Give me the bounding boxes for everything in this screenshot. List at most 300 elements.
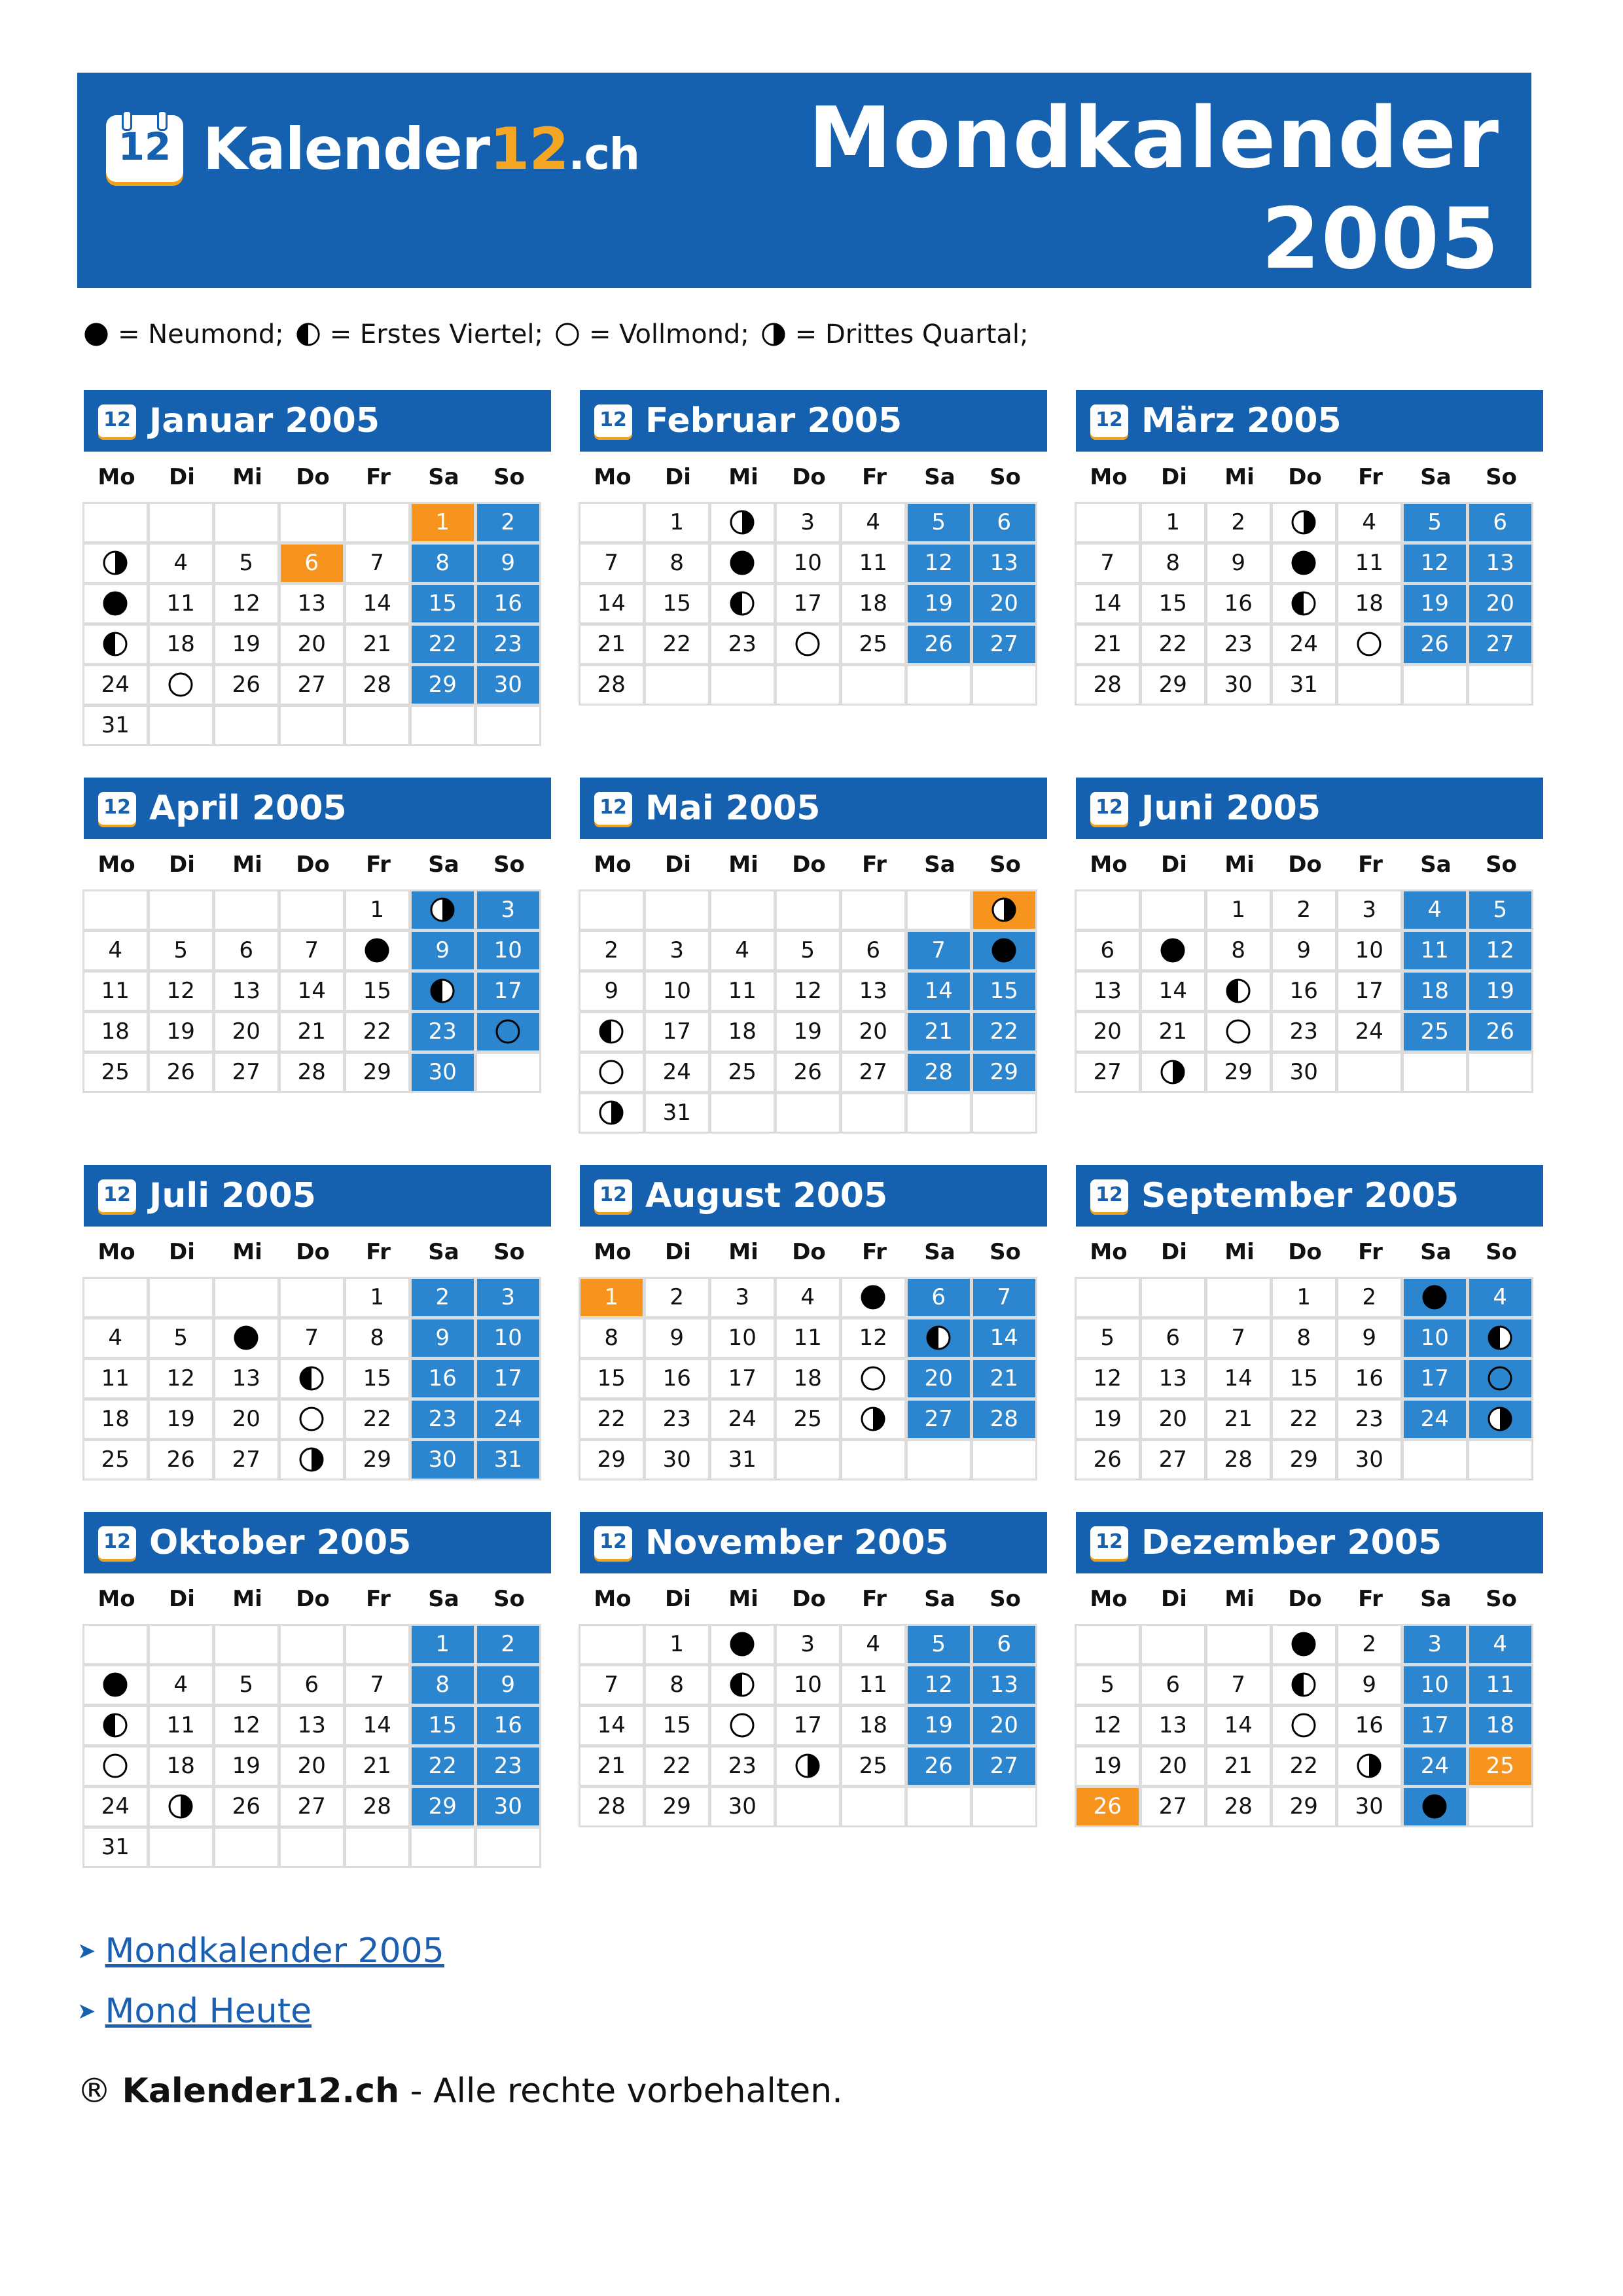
weekday-label: Sa	[1420, 852, 1452, 878]
day-cell: 14	[906, 971, 972, 1013]
empty-cell	[1336, 664, 1403, 706]
weekday-header-row	[84, 1227, 551, 1278]
day-cell: 2	[475, 502, 542, 544]
month-title: Oktober 2005	[149, 1523, 412, 1562]
day-cell: 1	[344, 1277, 411, 1319]
link-mondkalender-2005[interactable]: Mondkalender 2005	[105, 1931, 444, 1971]
arrow-icon: ➤	[77, 1998, 96, 2024]
day-cell: 17	[644, 1011, 711, 1053]
day-cell: 24	[709, 1399, 776, 1441]
first-quarter-icon	[102, 1712, 128, 1738]
empty-cell	[344, 1624, 411, 1666]
day-cell: 14	[1075, 583, 1141, 625]
month-header	[1076, 778, 1543, 839]
day-cell: 30	[475, 664, 542, 706]
weekday-label: Di	[1161, 1586, 1187, 1612]
day-cell: 12	[906, 1664, 972, 1706]
calendar-icon: 12	[98, 1526, 136, 1559]
day-cell: 13	[1467, 543, 1534, 584]
weekday-label: Mo	[98, 1586, 135, 1612]
day-cell: 14	[579, 583, 645, 625]
weekday-label: Do	[296, 1239, 330, 1265]
day-cell	[148, 664, 215, 706]
day-cell: 5	[1075, 1664, 1141, 1706]
day-cell: 17	[1402, 1705, 1469, 1747]
weekday-label: Mo	[594, 1586, 632, 1612]
last-quarter-icon	[298, 1446, 325, 1473]
weekday-label: Mi	[1224, 464, 1255, 490]
day-cell: 4	[1336, 502, 1403, 544]
day-cell: 25	[1402, 1011, 1469, 1053]
weekday-label: Fr	[1358, 1239, 1383, 1265]
first-quarter-icon	[1225, 978, 1251, 1004]
weekday-label: Do	[296, 852, 330, 878]
day-cell: 29	[1205, 1052, 1272, 1094]
empty-cell	[279, 705, 346, 747]
day-grid	[1075, 890, 1543, 1093]
day-cell: 12	[1075, 1358, 1141, 1400]
empty-cell	[1140, 889, 1207, 931]
day-cell: 26	[906, 624, 972, 666]
day-cell	[1205, 1011, 1272, 1053]
last-quarter-icon	[1291, 509, 1317, 535]
day-cell: 4	[840, 502, 907, 544]
day-cell: 18	[1336, 583, 1403, 625]
day-cell: 1	[410, 502, 476, 544]
new-moon-icon	[729, 550, 755, 576]
day-cell: 17	[475, 971, 542, 1013]
day-cell: 14	[579, 1705, 645, 1747]
day-cell: 11	[1402, 930, 1469, 972]
day-cell: 5	[906, 502, 972, 544]
day-cell: 13	[971, 543, 1038, 584]
weekday-label: Sa	[924, 1239, 955, 1265]
day-cell	[410, 971, 476, 1013]
weekday-label: Di	[169, 1586, 195, 1612]
day-cell: 12	[840, 1318, 907, 1359]
day-cell: 9	[475, 543, 542, 584]
weekday-label: Di	[665, 852, 691, 878]
first-quarter-icon	[429, 978, 455, 1004]
weekday-label: Mo	[1090, 1239, 1128, 1265]
day-cell	[709, 1664, 776, 1706]
first-quarter-icon	[729, 590, 755, 617]
day-cell: 26	[213, 664, 280, 706]
day-cell: 26	[148, 1052, 215, 1094]
empty-cell	[644, 889, 711, 931]
day-cell: 13	[971, 1664, 1038, 1706]
day-cell: 21	[344, 624, 411, 666]
day-cell: 24	[475, 1399, 542, 1441]
day-cell: 29	[1271, 1439, 1338, 1481]
day-cell: 31	[644, 1092, 711, 1134]
month-header	[1076, 1512, 1543, 1573]
weekday-label: So	[1486, 1586, 1517, 1612]
day-cell: 6	[840, 930, 907, 972]
day-cell: 2	[410, 1277, 476, 1319]
link-item	[77, 1921, 444, 1981]
weekday-label: Fr	[862, 1586, 887, 1612]
day-cell: 17	[709, 1358, 776, 1400]
day-cell: 7	[579, 543, 645, 584]
day-cell: 11	[148, 1705, 215, 1747]
full-moon-icon	[298, 1406, 325, 1432]
day-cell: 27	[1140, 1786, 1207, 1828]
weekday-label: Mo	[98, 852, 135, 878]
day-cell: 15	[344, 1358, 411, 1400]
weekday-label: Fr	[1358, 464, 1383, 490]
empty-cell	[148, 1624, 215, 1666]
day-cell: 19	[148, 1399, 215, 1441]
empty-cell	[840, 1786, 907, 1828]
weekday-label: Mi	[1224, 1586, 1255, 1612]
new-moon-icon	[102, 1672, 128, 1698]
day-cell: 19	[1402, 583, 1469, 625]
day-cell	[344, 930, 411, 972]
day-cell	[1271, 583, 1338, 625]
day-cell: 26	[1402, 624, 1469, 666]
new-moon-icon	[729, 1631, 755, 1657]
day-cell: 21	[279, 1011, 346, 1053]
empty-cell	[709, 1092, 776, 1134]
day-cell: 25	[840, 1746, 907, 1787]
weekday-header-row	[1076, 839, 1543, 890]
new-moon-icon	[84, 322, 109, 347]
legend-label: = Neumond;	[118, 319, 284, 350]
day-grid	[579, 1278, 1047, 1480]
weekday-label: Sa	[1420, 1586, 1452, 1612]
day-cell: 19	[906, 1705, 972, 1747]
day-cell	[840, 1277, 907, 1319]
day-cell: 30	[644, 1439, 711, 1481]
month-calendar	[84, 390, 551, 746]
day-cell: 16	[1271, 971, 1338, 1013]
day-cell	[971, 930, 1038, 972]
empty-cell	[82, 889, 149, 931]
day-cell: 25	[840, 624, 907, 666]
day-cell	[1271, 543, 1338, 584]
empty-cell	[410, 1827, 476, 1869]
day-cell: 1	[644, 1624, 711, 1666]
day-cell: 31	[709, 1439, 776, 1481]
day-cell: 1	[1271, 1277, 1338, 1319]
last-quarter-icon	[729, 509, 755, 535]
day-cell: 22	[1271, 1399, 1338, 1441]
weekday-label: So	[1486, 1239, 1517, 1265]
month-calendar	[580, 1165, 1047, 1480]
day-cell: 23	[1205, 624, 1272, 666]
footer-brand: Kalender12.ch	[122, 2072, 400, 2111]
day-cell: 24	[82, 1786, 149, 1828]
day-cell: 23	[410, 1011, 476, 1053]
day-cell: 11	[82, 1358, 149, 1400]
weekday-header-row	[84, 452, 551, 503]
day-cell: 16	[410, 1358, 476, 1400]
weekday-label: Di	[665, 1586, 691, 1612]
last-quarter-icon	[1487, 1406, 1513, 1432]
weekday-label: Do	[1288, 1586, 1322, 1612]
day-cell: 5	[906, 1624, 972, 1666]
month-calendar	[580, 778, 1047, 1134]
empty-cell	[1075, 1277, 1141, 1319]
day-cell: 28	[344, 1786, 411, 1828]
day-cell: 5	[213, 543, 280, 584]
day-cell: 24	[82, 664, 149, 706]
new-moon-icon	[860, 1284, 886, 1310]
day-cell	[1271, 1624, 1338, 1666]
day-cell: 16	[1336, 1705, 1403, 1747]
day-cell: 13	[213, 971, 280, 1013]
day-cell: 16	[1205, 583, 1272, 625]
day-cell: 9	[475, 1664, 542, 1706]
day-cell: 29	[1140, 664, 1207, 706]
day-cell: 7	[344, 1664, 411, 1706]
weekday-label: Mi	[728, 852, 758, 878]
last-quarter-icon	[991, 897, 1017, 923]
day-cell: 30	[709, 1786, 776, 1828]
day-cell: 4	[1467, 1624, 1534, 1666]
empty-cell	[709, 889, 776, 931]
weekday-label: Fr	[366, 1239, 391, 1265]
day-cell: 9	[644, 1318, 711, 1359]
day-cell: 14	[1205, 1358, 1272, 1400]
empty-cell	[475, 1827, 542, 1869]
day-cell: 3	[475, 889, 542, 931]
day-cell: 22	[1140, 624, 1207, 666]
title-line-1: Mondkalender	[808, 90, 1500, 187]
day-cell: 31	[1271, 664, 1338, 706]
day-grid	[1075, 503, 1543, 706]
day-grid	[83, 1278, 551, 1480]
first-quarter-icon	[925, 1325, 952, 1351]
link-item	[77, 1981, 444, 2041]
day-cell: 24	[644, 1052, 711, 1094]
weekday-header-row	[580, 1573, 1047, 1624]
month-calendar	[84, 778, 551, 1093]
day-cell: 7	[579, 1664, 645, 1706]
day-cell: 21	[579, 624, 645, 666]
day-cell: 7	[279, 1318, 346, 1359]
weekday-label: Mi	[728, 1586, 758, 1612]
full-moon-icon	[555, 322, 580, 347]
day-cell: 13	[1140, 1705, 1207, 1747]
day-cell	[82, 624, 149, 666]
empty-cell	[971, 1786, 1038, 1828]
day-cell	[213, 1318, 280, 1359]
day-cell: 7	[344, 543, 411, 584]
day-cell: 27	[971, 624, 1038, 666]
empty-cell	[775, 1786, 842, 1828]
day-cell: 22	[1271, 1746, 1338, 1787]
day-cell: 19	[1467, 971, 1534, 1013]
day-cell: 20	[279, 1746, 346, 1787]
weekday-label: Sa	[924, 1586, 955, 1612]
day-cell: 11	[840, 1664, 907, 1706]
weekday-label: Mo	[1090, 464, 1128, 490]
empty-cell	[644, 664, 711, 706]
day-cell: 14	[344, 1705, 411, 1747]
day-cell: 25	[709, 1052, 776, 1094]
weekday-label: Mo	[98, 1239, 135, 1265]
day-cell: 26	[906, 1746, 972, 1787]
day-cell: 17	[475, 1358, 542, 1400]
day-cell: 30	[1336, 1439, 1403, 1481]
new-moon-icon	[1291, 550, 1317, 576]
weekday-label: Di	[169, 852, 195, 878]
day-cell: 13	[279, 1705, 346, 1747]
last-quarter-icon	[761, 322, 786, 347]
month-header	[580, 1165, 1047, 1227]
day-cell	[1271, 1705, 1338, 1747]
month-title: Januar 2005	[149, 401, 380, 440]
first-quarter-icon	[296, 322, 321, 347]
full-moon-icon	[860, 1365, 886, 1391]
day-cell: 13	[1075, 971, 1141, 1013]
day-cell: 7	[1075, 543, 1141, 584]
day-cell: 25	[1467, 1746, 1534, 1787]
day-cell	[1467, 1399, 1534, 1441]
empty-cell	[213, 1827, 280, 1869]
day-cell: 9	[1271, 930, 1338, 972]
new-moon-icon	[233, 1325, 259, 1351]
day-cell	[82, 1664, 149, 1706]
weekday-label: Fr	[366, 852, 391, 878]
day-cell: 30	[1271, 1052, 1338, 1094]
empty-cell	[475, 1052, 542, 1094]
month-title: Juni 2005	[1141, 789, 1321, 828]
day-cell: 5	[148, 930, 215, 972]
legend-label: = Erstes Viertel;	[329, 319, 543, 350]
day-cell: 27	[1075, 1052, 1141, 1094]
day-cell: 13	[279, 583, 346, 625]
day-cell: 21	[906, 1011, 972, 1053]
weekday-label: Do	[792, 852, 826, 878]
empty-cell	[1075, 502, 1141, 544]
day-cell: 7	[906, 930, 972, 972]
first-quarter-icon	[598, 1018, 624, 1045]
day-cell: 15	[1271, 1358, 1338, 1400]
empty-cell	[213, 1624, 280, 1666]
empty-cell	[906, 1092, 972, 1134]
day-cell: 22	[344, 1011, 411, 1053]
first-quarter-icon	[1291, 590, 1317, 617]
full-moon-icon	[1291, 1712, 1317, 1738]
month-calendar	[580, 390, 1047, 706]
weekday-label: Sa	[1420, 464, 1452, 490]
day-cell: 18	[775, 1358, 842, 1400]
day-cell: 20	[213, 1011, 280, 1053]
day-cell: 27	[971, 1746, 1038, 1787]
new-moon-icon	[364, 937, 390, 963]
day-cell: 27	[840, 1052, 907, 1094]
day-cell	[410, 889, 476, 931]
day-cell: 18	[840, 1705, 907, 1747]
weekday-label: Mo	[98, 464, 135, 490]
day-cell: 10	[1402, 1318, 1469, 1359]
calendar-icon: 12	[594, 1526, 632, 1559]
weekday-label: Do	[296, 464, 330, 490]
empty-cell	[709, 664, 776, 706]
day-cell: 6	[906, 1277, 972, 1319]
weekday-label: Mo	[594, 1239, 632, 1265]
day-cell: 10	[775, 1664, 842, 1706]
day-cell: 20	[1467, 583, 1534, 625]
empty-cell	[1336, 1052, 1403, 1094]
month-calendar	[1076, 1165, 1543, 1480]
day-cell: 27	[213, 1439, 280, 1481]
day-cell: 14	[1205, 1705, 1272, 1747]
day-cell: 1	[1140, 502, 1207, 544]
day-cell: 9	[1205, 543, 1272, 584]
day-cell: 11	[82, 971, 149, 1013]
day-cell: 31	[82, 1827, 149, 1869]
site-logo[interactable]	[106, 109, 639, 188]
title-line-2: 2005	[1261, 190, 1500, 288]
empty-cell	[906, 889, 972, 931]
day-cell: 26	[1467, 1011, 1534, 1053]
month-header	[580, 778, 1047, 839]
day-cell: 4	[148, 1664, 215, 1706]
day-cell: 20	[971, 583, 1038, 625]
day-cell	[906, 1318, 972, 1359]
last-quarter-icon	[860, 1406, 886, 1432]
month-title: Dezember 2005	[1141, 1523, 1442, 1562]
weekday-label: Mi	[232, 464, 262, 490]
day-cell: 23	[1336, 1399, 1403, 1441]
calendar-icon: 12	[1090, 792, 1128, 825]
link-mond-heute[interactable]: Mond Heute	[105, 1992, 312, 2031]
day-cell: 19	[213, 1746, 280, 1787]
month-header	[1076, 390, 1543, 452]
day-cell: 21	[1205, 1399, 1272, 1441]
month-header	[580, 390, 1047, 452]
full-moon-icon	[1225, 1018, 1251, 1045]
day-cell	[709, 583, 776, 625]
last-quarter-icon	[598, 1100, 624, 1126]
day-cell: 13	[1140, 1358, 1207, 1400]
weekday-header-row	[1076, 1573, 1543, 1624]
day-cell: 7	[1205, 1664, 1272, 1706]
month-calendar	[1076, 1512, 1543, 1827]
day-cell: 15	[410, 1705, 476, 1747]
day-cell: 13	[840, 971, 907, 1013]
day-grid	[83, 890, 551, 1093]
last-quarter-icon	[1160, 1059, 1186, 1085]
day-cell	[279, 1358, 346, 1400]
empty-cell	[82, 502, 149, 544]
day-cell: 1	[410, 1624, 476, 1666]
day-cell: 27	[906, 1399, 972, 1441]
weekday-label: Mi	[232, 1586, 262, 1612]
day-cell: 9	[1336, 1318, 1403, 1359]
weekday-label: So	[990, 852, 1021, 878]
weekday-label: So	[493, 1586, 525, 1612]
weekday-label: So	[493, 852, 525, 878]
day-cell: 14	[971, 1318, 1038, 1359]
weekday-label: So	[990, 1586, 1021, 1612]
day-cell	[82, 543, 149, 584]
weekday-label: Do	[1288, 464, 1322, 490]
day-cell: 24	[1271, 624, 1338, 666]
day-cell: 29	[344, 1439, 411, 1481]
day-cell: 8	[579, 1318, 645, 1359]
day-cell: 25	[775, 1399, 842, 1441]
new-moon-icon	[1421, 1284, 1448, 1310]
day-cell: 21	[1140, 1011, 1207, 1053]
day-cell: 29	[410, 1786, 476, 1828]
weekday-label: Sa	[924, 852, 955, 878]
empty-cell	[1140, 1277, 1207, 1319]
